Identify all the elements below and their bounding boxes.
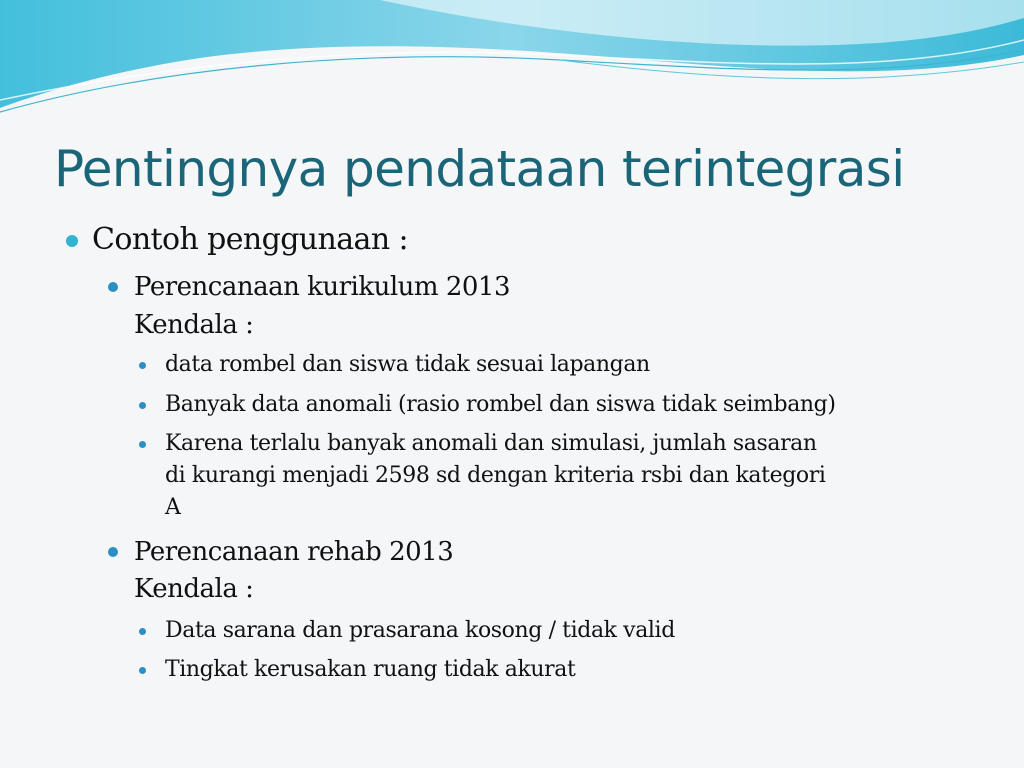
list-item: Tingkat kerusakan ruang tidak akurat — [165, 657, 576, 682]
bullet-level2 — [108, 282, 118, 292]
section-heading-kurikulum: Perencanaan kurikulum 2013 — [134, 272, 510, 302]
section-heading-rehab: Perencanaan rehab 2013 — [134, 537, 454, 567]
list-item-continuation: A — [165, 495, 181, 520]
list-item: Data sarana dan prasarana kosong / tidak valid — [165, 618, 675, 643]
bullet-level3 — [139, 402, 146, 409]
section-kendala-label: Kendala : — [134, 310, 254, 340]
bullet-level3 — [139, 441, 146, 448]
bullet-level3 — [139, 362, 146, 369]
slide-title: Pentingnya pendataan terintegrasi — [54, 140, 905, 198]
list-item-continuation: di kurangi menjadi 2598 sd dengan kriteria rsbi dan kategori — [165, 463, 826, 488]
section-kendala-label: Kendala : — [134, 574, 254, 604]
item-contoh-penggunaan: Contoh penggunaan : — [92, 222, 408, 257]
bullet-level2 — [108, 547, 118, 557]
header-wave-decoration — [0, 0, 1024, 120]
bullet-level1 — [66, 235, 78, 247]
list-item: data rombel dan siswa tidak sesuai lapangan — [165, 352, 650, 377]
list-item: Banyak data anomali (rasio rombel dan siswa tidak seimbang) — [165, 392, 836, 417]
list-item: Karena terlalu banyak anomali dan simulasi, jumlah sasaran — [165, 431, 817, 456]
bullet-level3 — [139, 628, 146, 635]
bullet-level3 — [139, 667, 146, 674]
